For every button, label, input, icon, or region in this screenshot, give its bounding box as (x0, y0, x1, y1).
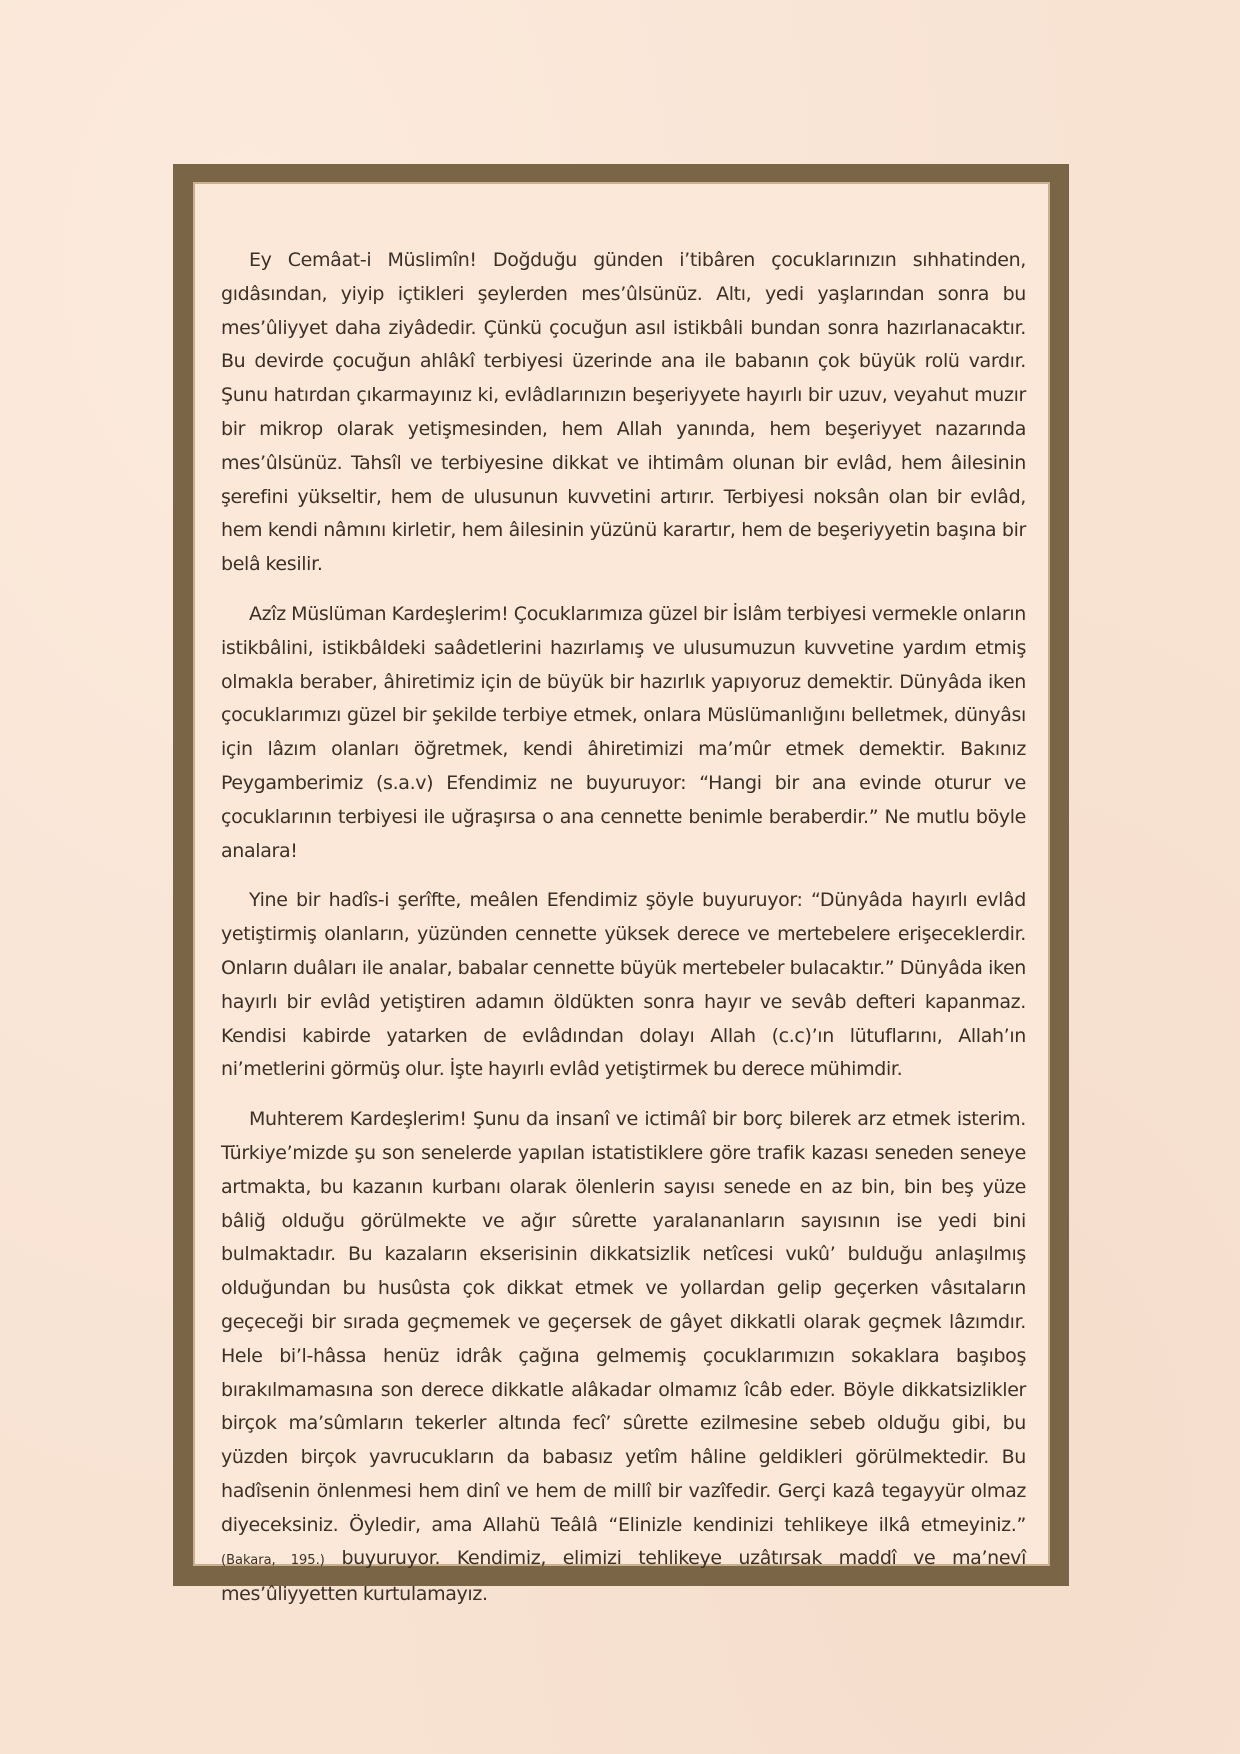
paragraph-3: Yine bir hadîs-i şerîfte, meâlen Efendimiz şöyle buyuruyor: “Dünyâda hayırlı evlâd yetiştirmiş olanların, yüzünden cennette yüksek derece ve mertebelere erişeceklerdir. Onların duâları ile analar, babalar cennette büyük mertebeler bulacaktır.” Dünyâda iken hayırlı bir evlâd yetiştiren adamın öldükten sonra hayır ve sevâb defteri kapanmaz. Kendisi kabirde yatarken de evlâdından dolayı Allah (c.c)’ın lütuflarını, Allah’ın ni’metlerini görmüş olur. İşte hayırlı evlâd yetiştirmek bu derece mühimdir. (221, 889, 1026, 1081)
text-panel (193, 182, 1050, 1606)
citation-reference: (Bakara, 195.) (221, 1553, 325, 1569)
text-frame (173, 164, 1069, 1606)
paragraph-4-text: Muhterem Kardeşlerim! Şunu da insanî ve ictimâî bir borç bilerek arz etmek isterim. Türkiye’mizde şu son senelerde yapılan istatistiklere göre trafik kazası seneden seneye artmakta, bu kazanın kurbanı olarak ölenlerin sayısı senede en az bin, bin beş yüze bâliğ olduğu görülmekte ve ağır sûrette yaralananların sayısının ise yedi bini bulmaktadır. Bu kazaların ekserisinin dikkatsizlik netîcesi vukû’ bulduğu anlaşılmış olduğundan bu husûsta çok dikkat etmek ve yollardan gelip geçerken vâsıtaların geçeceği bir sırada geçmemek ve geçersek de gâyet dikkatli olarak geçmek lâzımdır. Hele bi’l-hâssa henüz idrâk çağına gelmemiş çocuklarımızın sokaklara başıboş bırakılmamasına son derece dikkatle alâkadar olmamız îcâb eder. Böyle dikkatsizlikler birçok ma’sûmların tekerler altında fecî’ sûrette ezilmesine sebeb olduğu gibi, bu yüzden birçok yavrucukların da babasız yetîm hâline geldikleri görülmektedir. Bu hadîsenin önlenmesi hem dinî ve hem de millî bir vazîfedir. Gerçi kazâ tegayyür olmaz diyeceksiniz. Öyledir, ama Allahü Teâlâ “Elinizle kendinizi tehlikeye ilkâ etmeyiniz.” (221, 1108, 1026, 1536)
paragraph-2: Azîz Müslüman Kardeşlerim! Çocuklarımıza güzel bir İslâm terbiyesi vermekle onların istikbâlini, istikbâldeki saâdetlerini hazırlamış ve ulusumuzun kuvvetine yardım etmiş olmakla beraber, âhiretimiz için de büyük bir hazırlık yapıyoruz demektir. Dünyâda iken çocuklarımızı güzel bir şekilde terbiye etmek, onlara Müslümanlığını belletmek, dünyâsı için lâzım olanları öğretmek, kendi âhiretimizi ma’mûr etmek demektir. Bakınız Peygamberimiz (s.a.v) Efendimiz ne buyuruyor: “Hangi bir ana evinde oturur ve çocuklarının terbiyesi ile uğraşırsa o ana cennette benimle beraberdir.” Ne mutlu böyle analara! (221, 602, 1026, 862)
paragraph-4 (221, 1103, 1026, 1612)
paragraph-1: Ey Cemâat-i Müslimîn! Doğduğu günden i’tibâren çocuklarınızın sıhhatinden, gıdâsından, yiyip içtikleri şeylerden mes’ûlsünüz. Altı, yedi yaşlarından sonra bu mes’ûliyyet daha ziyâdedir. Çünkü çocuğun asıl istikbâli bundan sonra hazırlanacaktır. Bu devirde çocuğun ahlâkî terbiyesi üzerinde ana ile babanın çok büyük rolü vardır. Şunu hatırdan çıkarmayınız ki, evlâdlarınızın beşeriyyete hayırlı bir uzuv, veyahut muzır bir mikrop olarak yetişmesinden, hem Allah yanında, hem beşeriyyet nazarında mes’ûlsünüz. Tahsîl ve terbiyesine dikkat ve ihtimâm olunan bir evlâd, hem âilesinin şerefini yükseltir, hem de ulusunun kuvvetini artırır. Terbiyesi noksân olan bir evlâd, hem kendi nâmını kirletir, hem âilesinin yüzünü karartır, hem de beşeriyyetin başına bir belâ kesilir. (221, 249, 1026, 576)
paragraph-4-text-after: buyuruyor. Kendimiz, elimizi tehlikeye uzâtırsak maddî ve ma’nevî mes’ûliyyetten kurtulamayız. (221, 1547, 1026, 1606)
